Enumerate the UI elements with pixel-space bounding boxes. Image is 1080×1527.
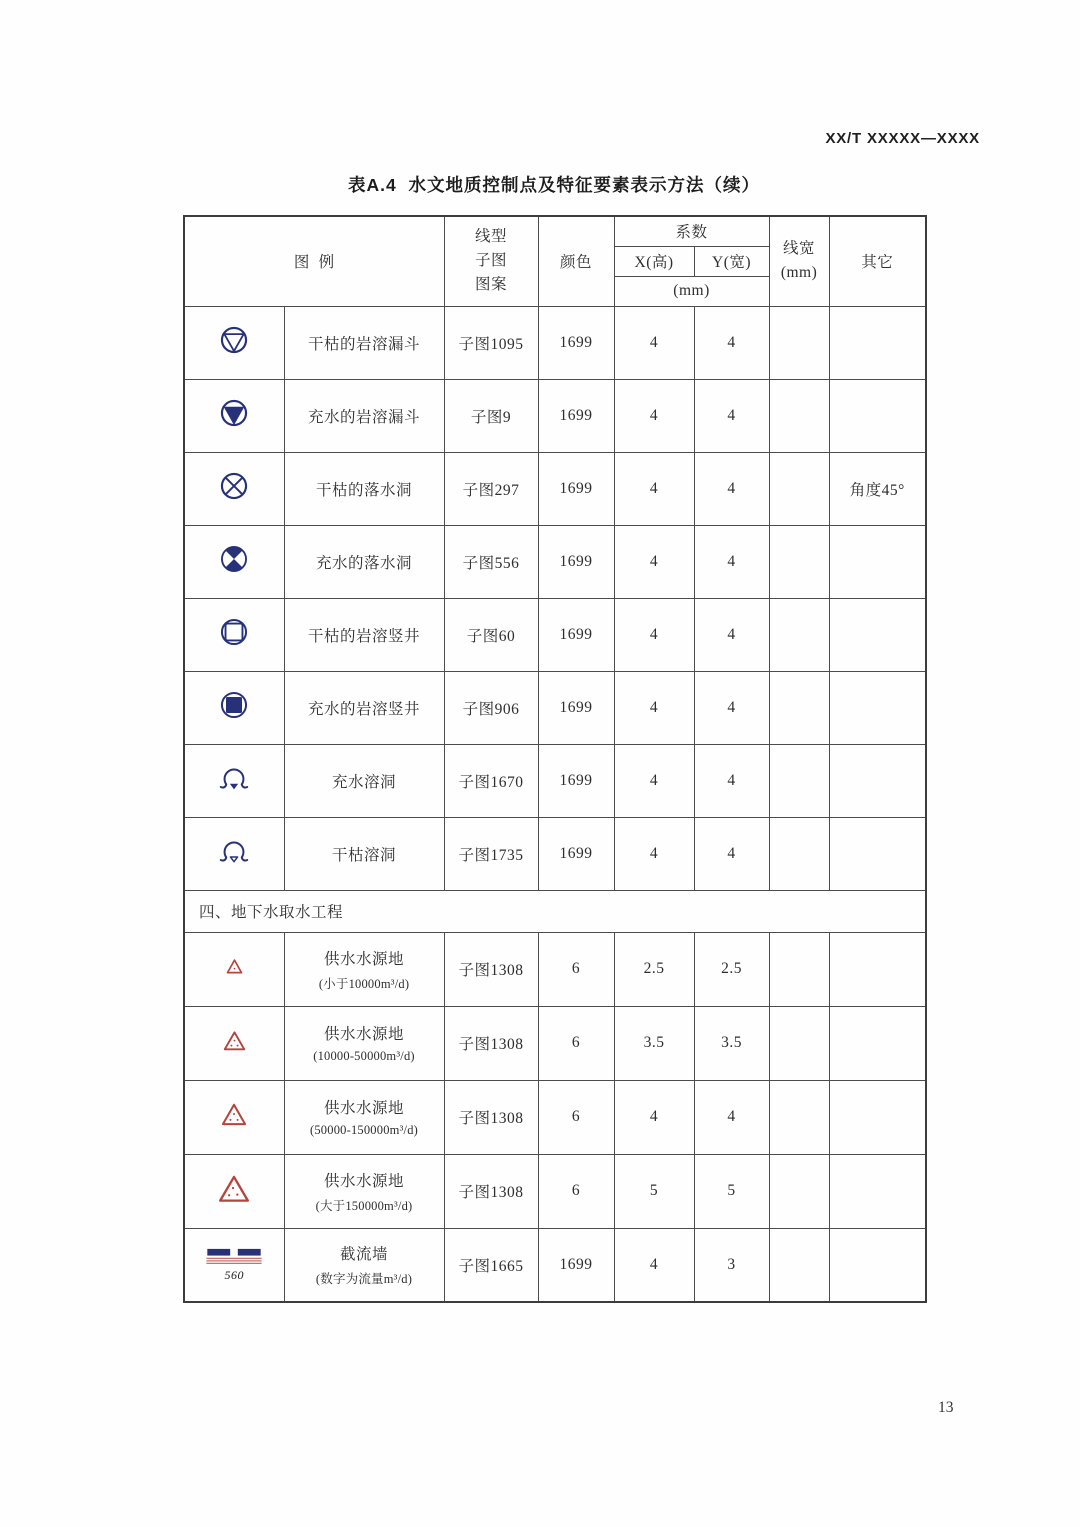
water-source-large-icon [220, 1102, 248, 1127]
col-header-linetype-line3: 图案 [475, 276, 508, 294]
table-row [184, 525, 926, 598]
dry-cave-icon [217, 837, 251, 866]
subfig-cell: 子图1308 [444, 1080, 538, 1154]
subfig-cell: 子图1670 [444, 744, 538, 817]
legend-name-sub: (50000-150000m³/d) [309, 1123, 419, 1137]
col-header-y-wide: Y(宽) [694, 246, 769, 276]
x-cell: 2.5 [614, 932, 694, 1006]
col-header-linetype [444, 216, 538, 306]
color-cell: 1699 [538, 452, 614, 525]
legend-name: 充水溶洞 [284, 744, 444, 817]
color-cell: 6 [538, 1154, 614, 1228]
other-cell [829, 379, 926, 452]
water-source-small-icon [225, 958, 244, 975]
other-cell [829, 932, 926, 1006]
subfig-cell: 子图1308 [444, 1154, 538, 1228]
y-cell: 3.5 [694, 1006, 769, 1080]
section-title: 四、地下水取水工程 [184, 890, 926, 932]
other-cell [829, 1080, 926, 1154]
color-cell: 1699 [538, 744, 614, 817]
table-row [184, 932, 926, 1006]
x-cell: 5 [614, 1154, 694, 1228]
legend-name: 供水水源地 [324, 1100, 405, 1117]
x-cell: 4 [614, 525, 694, 598]
legend-name: 截流墙 [340, 1246, 389, 1264]
section-row [184, 890, 926, 932]
x-cell: 4 [614, 306, 694, 379]
table-row [184, 1080, 926, 1154]
legend-name: 充水的落水洞 [284, 525, 444, 598]
subfig-cell: 子图906 [444, 671, 538, 744]
linewidth-cell [769, 744, 829, 817]
legend-name: 干枯的落水洞 [284, 452, 444, 525]
other-cell [829, 1006, 926, 1080]
x-cell: 4 [614, 744, 694, 817]
y-cell: 4 [694, 525, 769, 598]
symbol-cell [184, 744, 284, 817]
col-header-linetype-line1: 线型 [475, 228, 508, 246]
color-cell: 1699 [538, 598, 614, 671]
water-filled-karst-shaft-icon [218, 689, 250, 721]
legend-name: 供水水源地 [324, 1172, 405, 1190]
symbol-cell [184, 452, 284, 525]
water-filled-sinkhole-icon [218, 543, 250, 575]
subfig-cell: 子图60 [444, 598, 538, 671]
y-cell: 4 [694, 306, 769, 379]
symbol-cell [184, 1006, 284, 1080]
water-filled-cave-icon [217, 764, 251, 793]
symbol-cell [184, 1228, 284, 1302]
legend-name-cell [284, 1006, 444, 1080]
legend-name: 充水的岩溶漏斗 [284, 379, 444, 452]
col-header-mm: (mm) [614, 276, 769, 306]
y-cell: 2.5 [694, 932, 769, 1006]
color-cell: 1699 [538, 525, 614, 598]
symbols-table [183, 215, 927, 1303]
legend-name-cell [284, 1080, 444, 1154]
other-cell [829, 306, 926, 379]
symbol-cell [184, 932, 284, 1006]
table-row [184, 671, 926, 744]
x-cell: 4 [614, 817, 694, 890]
table-row [184, 1154, 926, 1228]
symbol-cell [184, 306, 284, 379]
cutoff-wall-icon [204, 1247, 264, 1283]
x-cell: 4 [614, 379, 694, 452]
linewidth-cell [769, 817, 829, 890]
legend-name-sub: (小于10000m³/d) [318, 976, 410, 991]
color-cell: 1699 [538, 671, 614, 744]
symbol-cell [184, 525, 284, 598]
legend-name: 干枯溶洞 [284, 817, 444, 890]
header-row-1 [184, 216, 926, 246]
legend-name-cell [284, 932, 444, 1006]
subfig-cell: 子图1665 [444, 1228, 538, 1302]
x-cell: 4 [614, 1080, 694, 1154]
linewidth-cell [769, 452, 829, 525]
legend-name: 干枯的岩溶漏斗 [284, 306, 444, 379]
linewidth-cell [769, 379, 829, 452]
linewidth-cell [769, 671, 829, 744]
y-cell: 4 [694, 379, 769, 452]
linewidth-cell [769, 1006, 829, 1080]
y-cell: 4 [694, 817, 769, 890]
other-cell [829, 1154, 926, 1228]
y-cell: 4 [694, 1080, 769, 1154]
col-header-other: 其它 [829, 216, 926, 306]
x-cell: 3.5 [614, 1006, 694, 1080]
other-cell [829, 1228, 926, 1302]
legend-name: 充水的岩溶竖井 [284, 671, 444, 744]
col-header-linewidth [769, 216, 829, 306]
table-row [184, 1228, 926, 1302]
legend-name-cell [284, 1228, 444, 1302]
dry-karst-funnel-icon [218, 324, 250, 356]
color-cell: 6 [538, 1080, 614, 1154]
subfig-cell: 子图556 [444, 525, 538, 598]
other-cell: 角度45° [829, 452, 926, 525]
table-row [184, 452, 926, 525]
table-row [184, 598, 926, 671]
subfig-cell: 子图297 [444, 452, 538, 525]
page-number: 13 [938, 1399, 954, 1416]
symbol-cell [184, 671, 284, 744]
linewidth-cell [769, 598, 829, 671]
x-cell: 4 [614, 1228, 694, 1302]
legend-name: 供水水源地 [324, 1026, 405, 1043]
col-header-color: 颜色 [538, 216, 614, 306]
x-cell: 4 [614, 452, 694, 525]
dry-karst-shaft-icon [218, 616, 250, 648]
x-cell: 4 [614, 671, 694, 744]
color-cell: 1699 [538, 306, 614, 379]
symbol-cell [184, 1154, 284, 1228]
y-cell: 4 [694, 671, 769, 744]
legend-name-sub: (数字为流量m³/d) [315, 1272, 413, 1287]
water-source-xlarge-icon [217, 1174, 251, 1204]
y-cell: 4 [694, 598, 769, 671]
table-row [184, 817, 926, 890]
flow-value-label: 560 [224, 1267, 244, 1282]
linewidth-cell [769, 525, 829, 598]
y-cell: 5 [694, 1154, 769, 1228]
symbol-cell [184, 379, 284, 452]
col-header-legend: 图 例 [184, 216, 444, 306]
y-cell: 4 [694, 452, 769, 525]
color-cell: 6 [538, 932, 614, 1006]
symbol-cell [184, 817, 284, 890]
table-row [184, 379, 926, 452]
symbol-cell [184, 598, 284, 671]
legend-name: 供水水源地 [324, 950, 405, 968]
table-title: 表A.4 水文地质控制点及特征要素表示方法（续） [348, 175, 760, 195]
subfig-cell: 子图1095 [444, 306, 538, 379]
col-header-coefficient: 系数 [614, 216, 769, 246]
subfig-cell: 子图1308 [444, 932, 538, 1006]
linewidth-cell [769, 1228, 829, 1302]
other-cell [829, 671, 926, 744]
color-cell: 1699 [538, 1228, 614, 1302]
linewidth-cell [769, 1080, 829, 1154]
other-cell [829, 525, 926, 598]
linewidth-cell [769, 1154, 829, 1228]
symbol-cell [184, 1080, 284, 1154]
subfig-cell: 子图9 [444, 379, 538, 452]
color-cell: 1699 [538, 817, 614, 890]
dry-sinkhole-icon [218, 470, 250, 502]
y-cell: 3 [694, 1228, 769, 1302]
x-cell: 4 [614, 598, 694, 671]
col-header-linewidth-line1: 线宽 [783, 240, 816, 258]
legend-name-sub: (10000-50000m³/d) [313, 1049, 415, 1063]
table-row [184, 744, 926, 817]
water-filled-karst-funnel-icon [218, 397, 250, 429]
legend-name-sub: (大于150000m³/d) [315, 1198, 413, 1213]
col-header-linetype-line2: 子图 [475, 252, 508, 270]
linewidth-cell [769, 306, 829, 379]
subfig-cell: 子图1308 [444, 1006, 538, 1080]
color-cell: 1699 [538, 379, 614, 452]
doc-code: XX/T XXXXX—XXXX [825, 130, 980, 147]
other-cell [829, 744, 926, 817]
col-header-x-high: X(高) [614, 246, 694, 276]
col-header-linewidth-line2: (mm) [780, 264, 818, 282]
subfig-cell: 子图1735 [444, 817, 538, 890]
legend-name: 干枯的岩溶竖井 [284, 598, 444, 671]
table-row [184, 1006, 926, 1080]
other-cell [829, 598, 926, 671]
water-source-medium-icon [222, 1030, 247, 1052]
linewidth-cell [769, 932, 829, 1006]
other-cell [829, 817, 926, 890]
y-cell: 4 [694, 744, 769, 817]
color-cell: 6 [538, 1006, 614, 1080]
table-row [184, 306, 926, 379]
legend-name-cell [284, 1154, 444, 1228]
